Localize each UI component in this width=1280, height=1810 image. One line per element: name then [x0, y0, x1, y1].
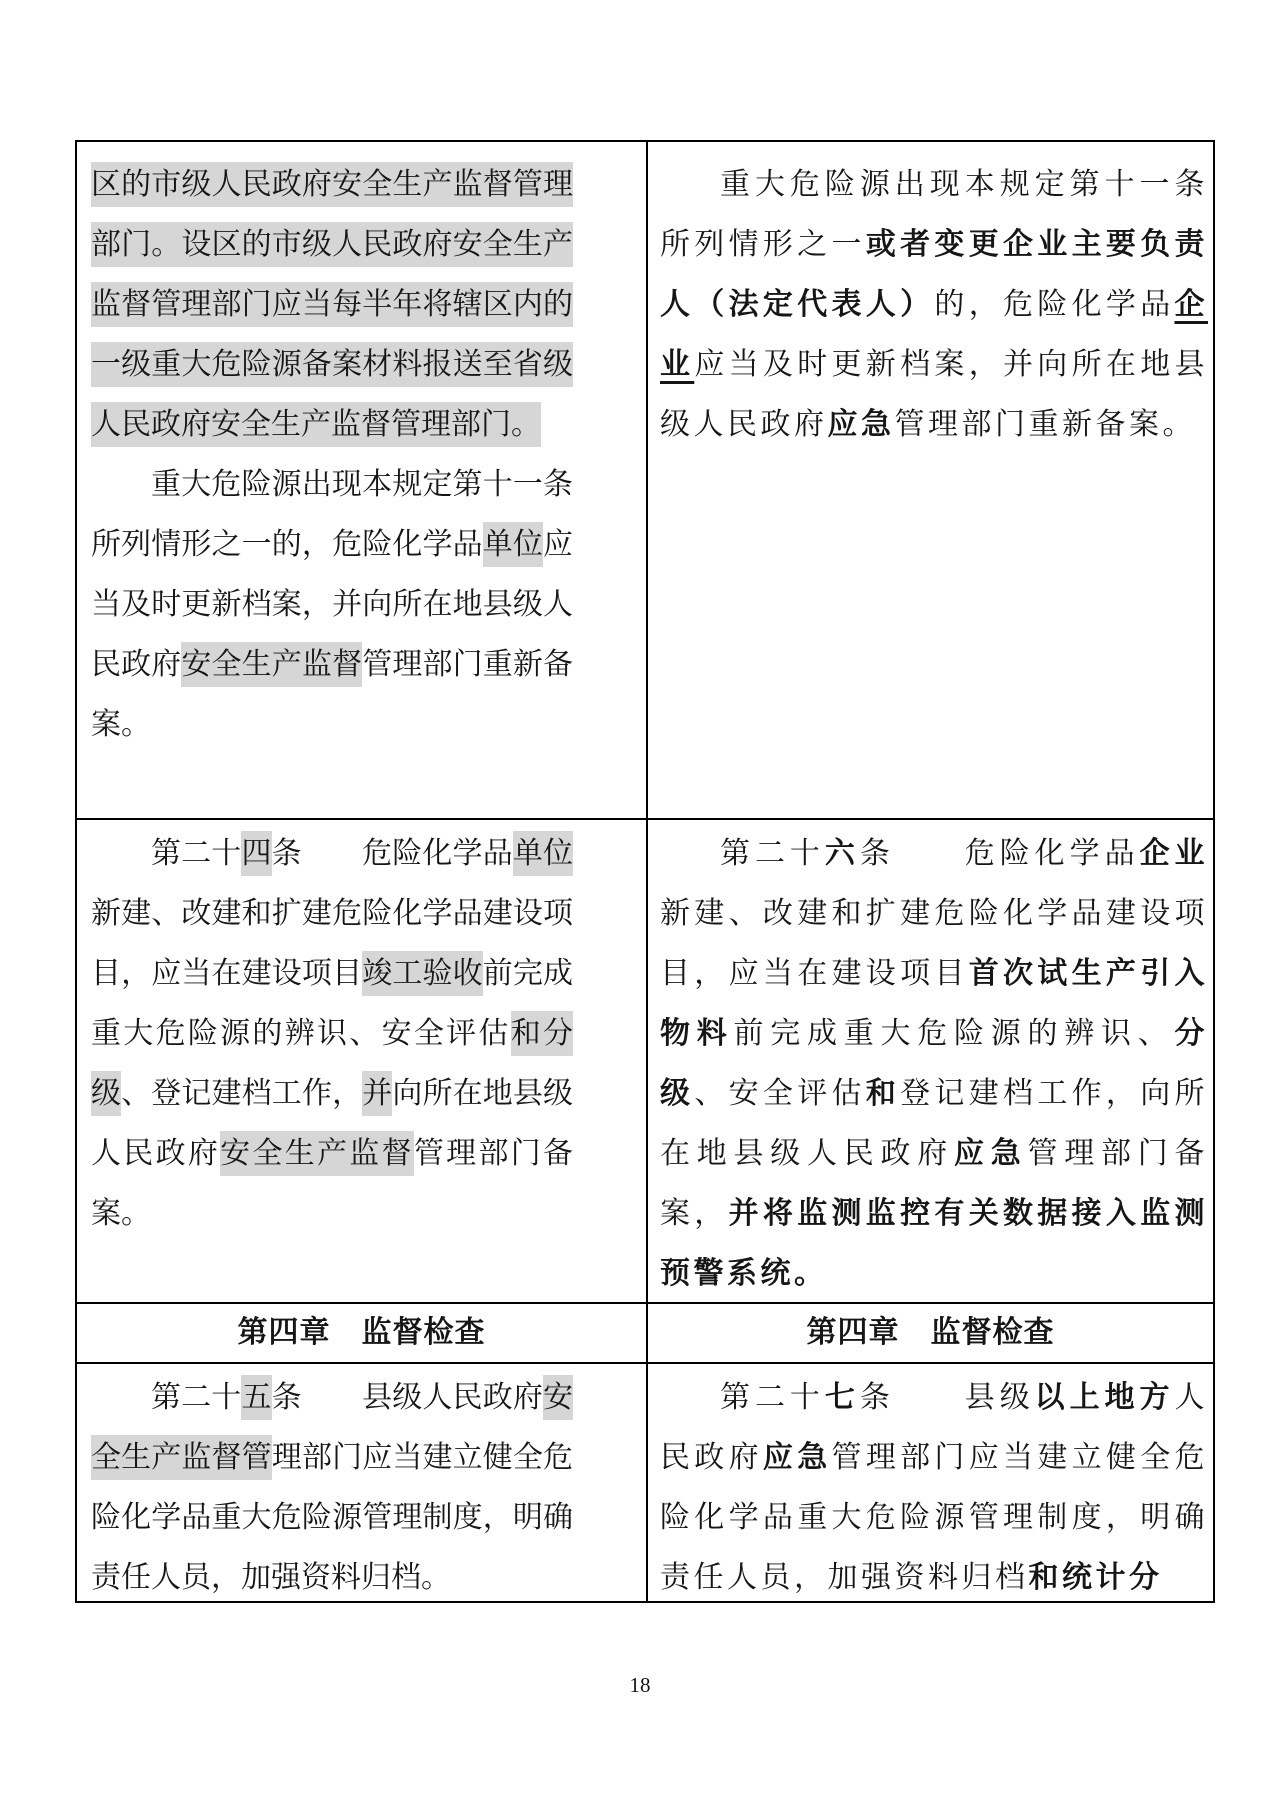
text-run: 条 危险化学品 [859, 837, 1140, 870]
paragraph [91, 1368, 573, 1601]
old-text-cell-3 [77, 1304, 646, 1362]
old-text-cell-2 [77, 820, 646, 1302]
highlighted-text-run: 五 [241, 1375, 271, 1420]
highlighted-text-run: 安全生产监督管 [91, 1375, 573, 1480]
table-row [77, 818, 1213, 1302]
text-run: 应当及时更新档案，并向所在地县级人民政府 [660, 348, 1209, 441]
text-run: 登记建档工作，向所在地县级人民政府 [660, 1077, 1209, 1170]
text-run: 重大危险源出现本规定第十一条所列情形之一的，危险化学品 [91, 468, 573, 561]
table-row [77, 142, 1213, 818]
bold-text-run: 和统计分 [1028, 1561, 1163, 1594]
text-run: 前完成重大危险源的辨识、 [733, 1017, 1175, 1050]
bold-text-run: 应急 [762, 1441, 832, 1474]
table-row [77, 1362, 1213, 1601]
text-run: 向所在地县级人民政府 [91, 1077, 574, 1170]
paragraph [91, 155, 573, 455]
text-run: 新建、改建和扩建危险化学品建设项目，应当在建设项目 [660, 897, 1208, 990]
text-run: 管理部门备案， [660, 1137, 1208, 1230]
bold-text-run: 第四章 监督检查 [806, 1316, 1055, 1349]
bold-text-run: 并将监测监控有关数据接入监测预警系统。 [660, 1197, 1209, 1290]
bold-text-run: 或者变更企业主要负责人（法定代表人） [660, 228, 1209, 321]
text-run: 条 危险化学品 [271, 837, 513, 870]
old-text-cell-1 [77, 142, 646, 818]
bold-text-run: 分级 [660, 1017, 1208, 1110]
text-run: 新建、改建和扩建危险化学品建设项目，应当在建设项目 [91, 897, 573, 990]
new-text-cell-2 [646, 820, 1213, 1302]
text-run: 应当及时更新档案，并向所在地县级人民政府 [91, 528, 574, 681]
bold-text-run: 以上地方 [1034, 1381, 1175, 1414]
text-run: 重大危险源出现本规定第十一条所列情形之一 [660, 168, 1208, 261]
highlighted-text-run: 安全生产监督 [220, 1131, 414, 1176]
highlighted-text-run: 区的市级人民政府安全生产监督管理部门。设区的市级人民政府安全生产监督管理部门应当每半年将辖区内的一级重大危险源备案材料报送至省级人民政府安全生产监督管理部门。 [91, 162, 573, 447]
highlighted-text-run: 并 [362, 1071, 392, 1116]
text-run: 管理部门应当建立健全危险化学品重大危险源管理制度，明确责任人员，加强资料归档 [660, 1441, 1209, 1594]
text-run: 人民政府 [660, 1381, 1209, 1474]
text-run: 第二十 [720, 837, 825, 870]
page-number: 18 [629, 1673, 651, 1697]
highlighted-text-run: 安全生产监督 [181, 642, 362, 687]
new-text-cell-4 [646, 1364, 1213, 1601]
text-run: 管理部门重新备案。 [894, 408, 1196, 441]
text-run: 管理部门重新备案。 [91, 648, 574, 741]
text-run: 的，危险化学品 [934, 288, 1175, 321]
bold-text-run: 应急 [827, 408, 895, 441]
highlighted-text-run: 和分级 [91, 1011, 573, 1116]
new-text-cell-1 [646, 142, 1213, 818]
text-run: 管理部门备案。 [91, 1137, 574, 1230]
text-run: 条 县级人民政府 [271, 1381, 544, 1414]
paragraph [658, 1304, 1203, 1362]
text-run: 第二十 [151, 1381, 242, 1414]
bold-text-run: 和 [865, 1077, 901, 1110]
paragraph [660, 824, 1208, 1302]
text-run: 条 县级 [859, 1381, 1035, 1414]
text-run: 、安全评估 [694, 1077, 866, 1110]
text-run: 理部门应当建立健全危险化学品重大危险源管理制度，明确责任人员，加强资料归档。 [91, 1441, 574, 1594]
highlighted-text-run: 单位 [483, 522, 543, 567]
highlighted-text-run: 单位 [513, 831, 573, 876]
paragraph [91, 824, 573, 1244]
bold-text-run: 企业 [1139, 837, 1209, 870]
text-run: 第二十 [720, 1381, 825, 1414]
highlighted-text-run: 四 [241, 831, 271, 876]
chapter-heading-row [77, 1302, 1213, 1362]
bold-underline-text-run: 企业 [660, 288, 1209, 381]
old-text-cell-4 [77, 1364, 646, 1601]
text-run: 、登记建档工作， [121, 1077, 363, 1110]
bold-text-run: 七 [824, 1381, 860, 1414]
bold-text-run: 第四章 监督检查 [237, 1316, 486, 1349]
new-text-cell-3 [646, 1304, 1213, 1362]
highlighted-text-run: 竣工验收 [362, 951, 483, 996]
text-run: 前完成重大危险源的辨识、安全评估 [91, 957, 574, 1050]
comparison-table [75, 140, 1215, 1603]
paragraph [91, 455, 573, 755]
bold-text-run: 首次试生产引入物料 [660, 957, 1209, 1050]
paragraph [660, 155, 1208, 455]
paragraph [660, 1368, 1208, 1601]
text-run: 第二十 [151, 837, 242, 870]
bold-text-run: 应急 [954, 1137, 1028, 1170]
bold-text-run: 六 [824, 837, 860, 870]
paragraph [87, 1304, 636, 1362]
